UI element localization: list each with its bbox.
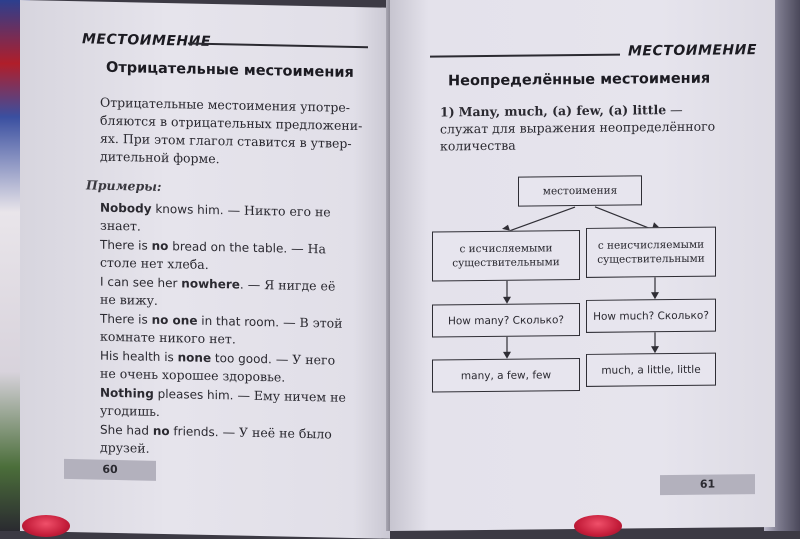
left-head-rule bbox=[188, 43, 368, 48]
left-running-head: МЕСТОИМЕНИЕ bbox=[82, 31, 211, 50]
item-words: Many, much, (a) few, (a) little bbox=[458, 102, 667, 120]
negative-pronoun: no bbox=[152, 423, 170, 439]
item-line: количества bbox=[440, 137, 516, 154]
diagram-uncountable-box: с неисчисляемыми существительными bbox=[586, 227, 716, 278]
diagram-root-box: местоимения bbox=[518, 175, 642, 206]
diagram-question-countable: How many? Сколько? bbox=[432, 303, 580, 338]
diagram-answer-countable: many, a few, few bbox=[432, 358, 580, 393]
diagram-question-uncountable: How much? Сколько? bbox=[586, 299, 716, 333]
example-item: There is no bread on the table. — На столе нет хлеба. bbox=[100, 237, 326, 272]
item-description: 1) Many, much, (a) few, (a) little — служат для выражения неопределённого количества bbox=[440, 100, 760, 154]
right-running-head: МЕСТОИМЕНИЕ bbox=[628, 42, 757, 60]
item-line: служат для выражения неопределённого bbox=[440, 118, 716, 137]
intro-line: Отрицательные местоимения употре- bbox=[100, 94, 350, 115]
intro-paragraph bbox=[100, 94, 370, 172]
right-page bbox=[390, 0, 775, 531]
diagram-answer-uncountable: much, a little, little bbox=[586, 353, 716, 387]
negative-pronoun: Nobody bbox=[100, 200, 152, 216]
right-section-title: Неопределённые местоимения bbox=[448, 70, 711, 90]
intro-line: дительной форме. bbox=[100, 148, 220, 167]
example-item: Nothing pleases him. — Ему ничем не угодишь. bbox=[100, 385, 346, 419]
example-item: Nobody knows him. — Никто его не знает. bbox=[100, 200, 331, 234]
diagram-countable-box: с исчисляемыми существительными bbox=[432, 230, 580, 282]
negative-pronoun: Nothing bbox=[100, 385, 154, 401]
page-number-left: 60 bbox=[64, 459, 156, 481]
intro-line: ях. При этом глагол ставится в утвер- bbox=[100, 130, 352, 151]
example-item: She had no friends. — У неё не было друзей. bbox=[100, 422, 332, 456]
item-number: 1) bbox=[440, 104, 455, 120]
negative-pronoun: no one bbox=[151, 312, 198, 328]
negative-pronoun: nowhere bbox=[181, 276, 240, 292]
example-item: There is no one in that room. — В этой комнате никого нет. bbox=[100, 311, 343, 347]
left-page bbox=[20, 0, 390, 539]
intro-line: бляются в отрицательных предложени- bbox=[100, 112, 363, 134]
page-number-right: 61 bbox=[660, 474, 755, 495]
fingernail-left bbox=[22, 515, 70, 537]
example-item: His health is none too good. — У него не очень хорошее здоровье. bbox=[100, 348, 336, 385]
fingernail-right bbox=[574, 515, 622, 537]
left-section-title: Отрицательные местоимения bbox=[106, 59, 354, 81]
negative-pronoun: no bbox=[151, 238, 169, 254]
examples-label: Примеры: bbox=[86, 177, 162, 194]
negative-pronoun: none bbox=[177, 350, 212, 366]
example-item: I can see her nowhere. — Я нигде её не вижу. bbox=[100, 274, 336, 308]
